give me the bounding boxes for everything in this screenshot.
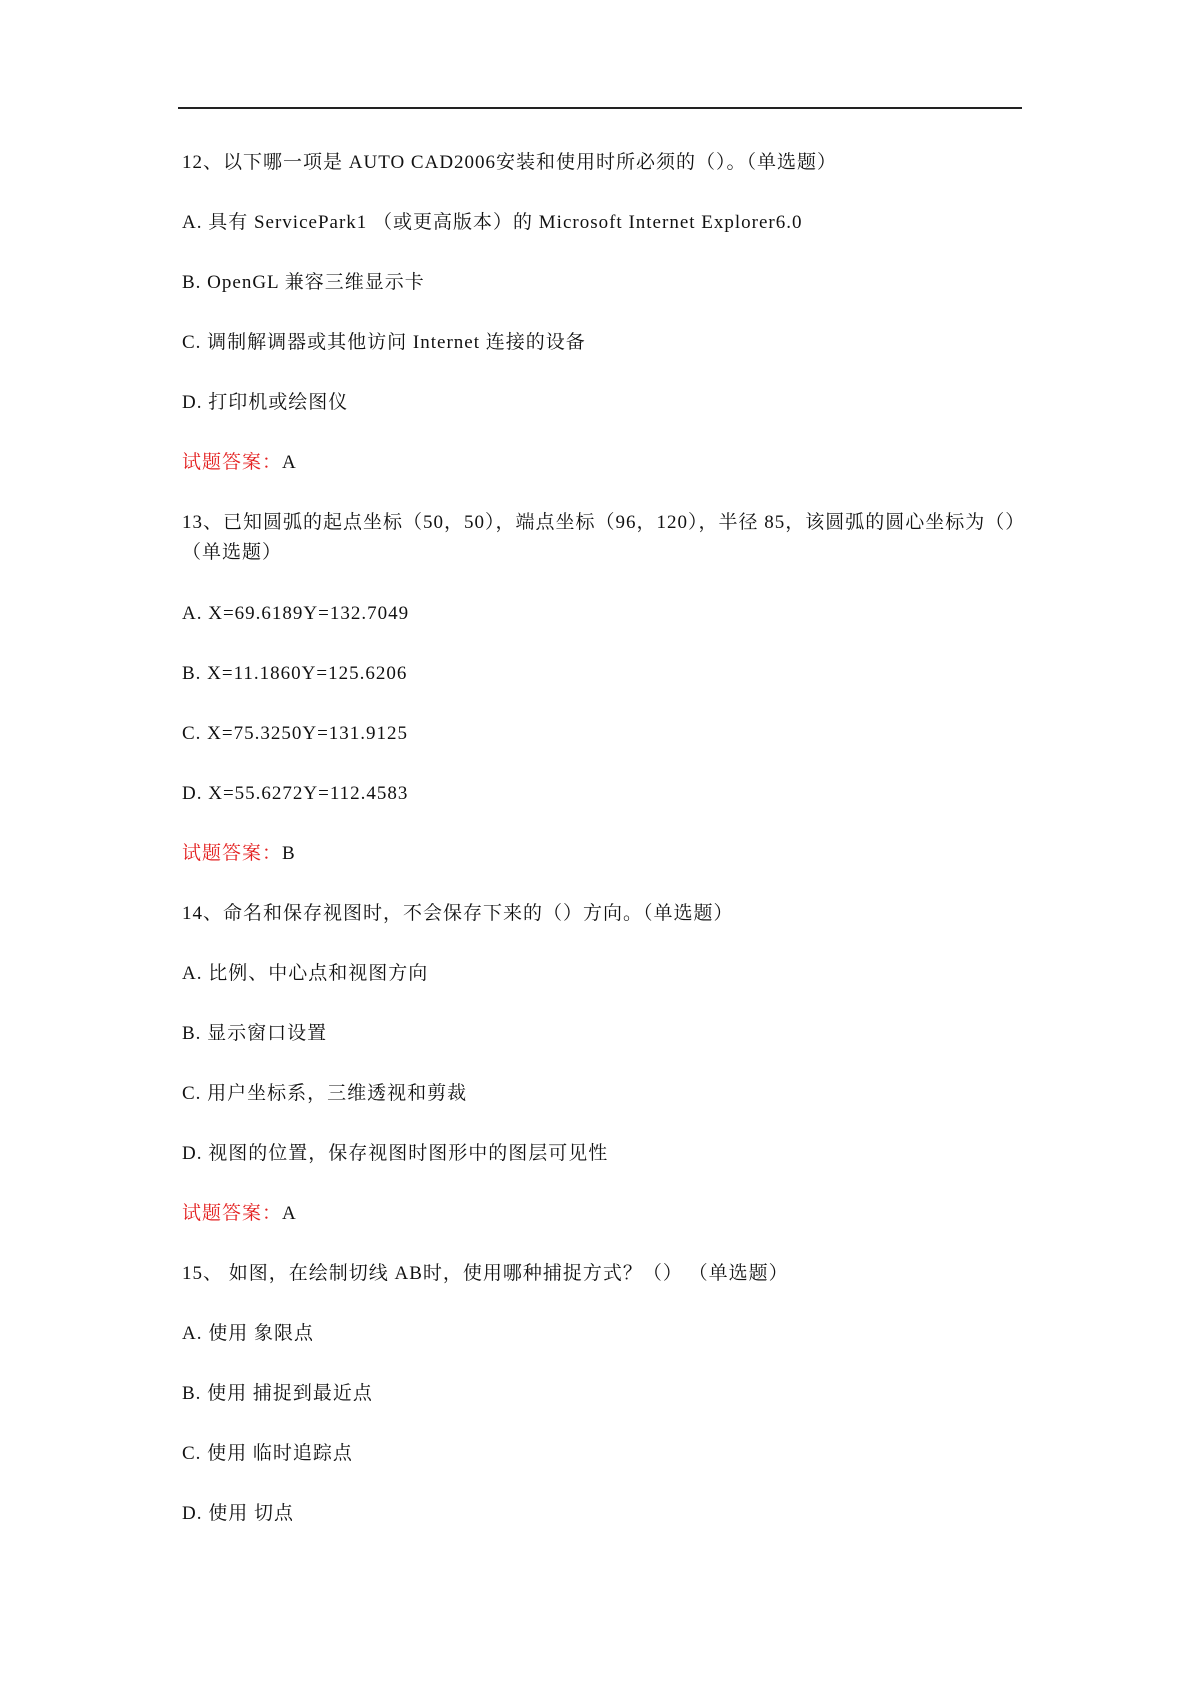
answer-label: 试题答案： — [182, 1203, 283, 1224]
question-13-option-c: C. X=75.3250Y=131.9125 — [182, 723, 409, 744]
answer-value: A — [282, 1203, 297, 1224]
question-15-option-a: A. 使用 象限点 — [182, 1323, 314, 1344]
question-14-answer — [182, 1199, 297, 1229]
answer-value: A — [282, 452, 297, 473]
question-13-option-d: D. X=55.6272Y=112.4583 — [182, 783, 409, 804]
question-15-text: 15、 如图，在绘制切线 AB时，使用哪种捕捉方式？（） （单选题） — [182, 1263, 789, 1284]
answer-label: 试题答案： — [182, 452, 283, 473]
question-13-option-b: B. X=11.1860Y=125.6206 — [182, 663, 408, 684]
question-13-option-a: A. X=69.6189Y=132.7049 — [182, 603, 410, 624]
question-12-option-b: B. OpenGL 兼容三维显示卡 — [182, 272, 425, 293]
question-12-answer — [182, 448, 297, 478]
question-14-option-b: B. 显示窗口设置 — [182, 1023, 328, 1044]
question-15-option-c: C. 使用 临时追踪点 — [182, 1443, 353, 1464]
header-rule — [178, 107, 1022, 109]
question-12-option-a: A. 具有 ServicePark1 （或更高版本）的 Microsoft Internet Explorer6.0 — [182, 212, 803, 233]
question-15-option-b: B. 使用 捕捉到最近点 — [182, 1383, 373, 1404]
question-12-option-c: C. 调制解调器或其他访问 Internet 连接的设备 — [182, 332, 586, 353]
question-12-option-d: D. 打印机或绘图仪 — [182, 392, 349, 413]
question-14-option-d: D. 视图的位置，保存视图时图形中的图层可见性 — [182, 1143, 609, 1164]
answer-value: B — [282, 843, 296, 864]
question-14-option-c: C. 用户坐标系，三维透视和剪裁 — [182, 1083, 468, 1104]
question-12-text: 12、以下哪一项是 AUTO CAD2006安装和使用时所必须的（）。（单选题） — [182, 152, 838, 173]
question-13-text: 13、已知圆弧的起点坐标（50，50），端点坐标（96，120），半径 85，该圆弧的圆心坐标为（）（单选题） — [182, 512, 1016, 563]
question-15-option-d: D. 使用 切点 — [182, 1503, 294, 1524]
question-13-answer — [182, 839, 296, 869]
question-14-text: 14、命名和保存视图时，不会保存下来的（）方向。（单选题） — [182, 903, 734, 924]
question-14-option-a: A. 比例、中心点和视图方向 — [182, 963, 429, 984]
answer-label: 试题答案： — [182, 843, 283, 864]
